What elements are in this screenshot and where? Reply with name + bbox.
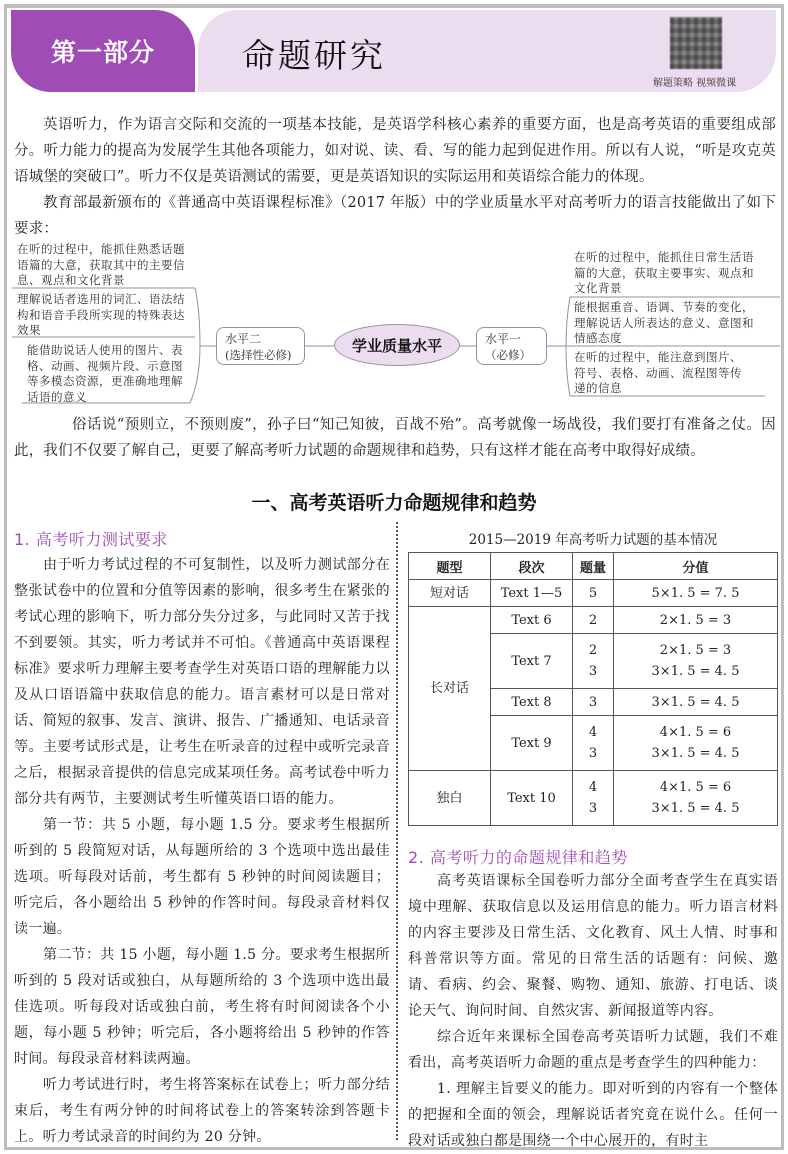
header-band [198, 10, 776, 92]
count-cell [573, 716, 614, 771]
intro-paragraph-2: 教育部最新颁布的《普通高中英语课程标准》（2017 年版）中的学业质量水平对高考听力的语言技能做出了如下要求： [14, 195, 776, 237]
level2-item-2: 理解说话者选用的词汇、语法结构和语音手段所实现的特殊表达效果 [17, 292, 185, 337]
score-cell [614, 634, 778, 689]
count-value: 2 [588, 643, 598, 658]
score-cell [614, 716, 778, 771]
level1-label: 水平一 [485, 332, 522, 346]
table-row [409, 607, 778, 634]
qr-caption: 解题策略 视频微课 [653, 78, 737, 89]
right-column-body [408, 868, 778, 1154]
level1-item-1: 在听的过程中，能抓住日常生活语篇的大意，获取主要事实、观点和文化背景 [574, 250, 754, 295]
header-cell: 段次 [491, 553, 573, 580]
level1-item-3: 在听的过程中，能注意到图片、符号、表格、动画、流程图等传递的信息 [574, 350, 742, 395]
right-column-heading: 2. 高考听力的命题规律和趋势 [408, 848, 628, 867]
right-paragraph: 1. 理解主旨要义的能力。即对听到的内容有一个整体的把握和全面的领会，理解说话者究竟在说什么。任何一段对话或独白都是围绕一个中心展开的，有时主 [408, 1081, 778, 1149]
part-label: 第一部分 [50, 38, 155, 67]
type-cell: 长对话 [409, 607, 491, 771]
score-value: 3×1. 5 = 4. 5 [651, 664, 740, 679]
page-title: 命题研究 [242, 36, 386, 75]
count-value: 3 [588, 801, 598, 816]
score-value: 4×1. 5 = 6 [659, 725, 732, 740]
right-paragraph: 高考英语课标全国卷听力部分全面考查学生在真实语境中理解、获取信息以及运用信息的能力。听力语言材料的内容主要涉及日常生活、文化教育、风土人情、时事和科普常识等方面。常见的日常生活的话题有：问候、邀请、看病、约会、聚餐、购物、通知、旅游、打电话、谈论天气、询问时间、自然灾害、新闻报道等内容。 [408, 873, 778, 1019]
score-value: 4×1. 5 = 6 [659, 780, 732, 795]
level2-sublabel: (选择性必修) [225, 348, 292, 362]
qr-code-icon[interactable] [670, 17, 722, 69]
level2-label: 水平二 [225, 332, 262, 346]
level2-item-1: 在听的过程中，能抓住熟悉话题语篇的大意，获取其中的主要信息、观点和文化背景 [17, 242, 185, 287]
text-cell: Text 10 [491, 771, 573, 826]
count-cell: 2 [573, 607, 614, 634]
score-cell: 3×1. 5 = 4. 5 [614, 689, 778, 716]
left-column-body [14, 552, 390, 1150]
level1-node [476, 327, 547, 365]
type-cell: 短对话 [409, 580, 491, 607]
text-cell: Text 1—5 [491, 580, 573, 607]
level2-item-3: 能借助说话人使用的图片、表格、动画、视频片段、示意图等多模态资源，更准确地理解话语的意义 [27, 343, 183, 404]
table-row [409, 580, 778, 607]
part-label-tab [11, 10, 195, 92]
text-cell: Text 8 [491, 689, 573, 716]
count-cell [573, 634, 614, 689]
center-node: 学业质量水平 [334, 324, 460, 366]
count-cell: 3 [573, 689, 614, 716]
header-cell: 分值 [614, 553, 778, 580]
proverb-paragraph: 俗话说“预则立，不预则废”，孙子曰“知己知彼，百战不殆”。高考就像一场战役，我们要打有准备之仗。因此，我们不仅要了解自己，更要了解高考听力试题的命题规律和趋势，只有这样才能在高考中取得好成绩。 [14, 417, 776, 459]
score-value: 3×1. 5 = 4. 5 [651, 746, 740, 761]
intro-paragraph-1: 英语听力，作为语言交际和交流的一项基本技能，是英语学科核心素养的重要方面，也是高考英语的重要组成部分。听力能力的提高为发展学生其他各项能力，如对说、读、看、写的能力起到促进作用。所以有人说，“听是攻克英语城堡的突破口”。听力不仅是英语测试的需要，更是英语知识的实际运用和英语综合能力的体现。 [14, 117, 776, 185]
header-cell: 题量 [573, 553, 614, 580]
count-cell [573, 771, 614, 826]
left-column-heading: 1. 高考听力测试要求 [14, 530, 168, 549]
listening-info-table [408, 552, 778, 826]
table-header-row [409, 553, 778, 580]
left-paragraph: 由于听力考试过程的不可复制性，以及听力测试部分在整张试卷中的位置和分值等因素的影响，很多考生在紧张的考试心理的影响下，听力部分失分过多，与此同时又苦于找不到要领。其实，听力考试并不可怕。《普通高中英语课程标准》要求听力理解主要考查学生对英语口语的理解能力以及从口语语篇中获取信息的能力。语言素材可以是日常对话、简短的叙事、发言、演讲、报告、广播通知、电话录音等。主要考试形式是，让考生在听录音的过程中或听完录音之后，根据录音提供的信息完成某项任务。高考试卷中听力部分共有两节，主要测试考生听懂英语口语的能力。 [14, 557, 390, 807]
score-cell [614, 771, 778, 826]
level1-sublabel: （必修） [485, 348, 531, 362]
score-value: 2×1. 5 = 3 [659, 643, 732, 658]
count-value: 4 [588, 780, 598, 795]
score-cell: 5×1. 5 = 7. 5 [614, 580, 778, 607]
level1-item-2: 能根据重音、语调、节奏的变化，理解说话人所表达的意义、意图和情感态度 [574, 300, 754, 345]
count-value: 4 [588, 725, 598, 740]
column-divider [396, 522, 398, 1140]
score-value: 3×1. 5 = 4. 5 [651, 801, 740, 816]
text-cell: Text 7 [491, 634, 573, 689]
level2-node [216, 327, 305, 365]
text-cell: Text 6 [491, 607, 573, 634]
score-cell: 2×1. 5 = 3 [614, 607, 778, 634]
text-cell: Text 9 [491, 716, 573, 771]
count-cell: 5 [573, 580, 614, 607]
right-paragraph: 综合近年来课标全国卷高考英语听力试题，我们不难看出，高考英语听力命题的重点是考查学生的四种能力： [408, 1029, 778, 1071]
type-cell: 独白 [409, 771, 491, 826]
count-value: 3 [588, 746, 598, 761]
table-row [409, 771, 778, 826]
table-caption: 2015—2019 年高考听力试题的基本情况 [468, 532, 718, 548]
left-paragraph: 第一节：共 5 小题，每小题 1.5 分。要求考生根据所听到的 5 段简短对话，从每题所给的 3 个选项中选出最佳选项。听每段对话前，考生都有 5 秒钟的时间阅读题目；听完后，各小题给出 5 秒钟的作答时间。每段录音材料仅读一遍。 [14, 817, 390, 937]
section-title: 一、高考英语听力命题规律和趋势 [251, 492, 537, 514]
count-value: 3 [588, 664, 598, 679]
left-paragraph: 第二节：共 15 小题，每小题 1.5 分。要求考生根据所听到的 5 段对话或独白，从每题所给的 3 个选项中选出最佳选项。听每段对话或独白前，考生将有时间阅读各个小题，每小题 5 秒钟；听完后，各小题将给出 5 秒钟的作答时间。每段录音材料读两遍。 [14, 947, 390, 1067]
header-cell: 题型 [409, 553, 491, 580]
left-paragraph: 听力考试进行时，考生将答案标在试卷上；听力部分结束后，考生有两分钟的时间将试卷上的答案转涂到答题卡上。听力考试录音的时间约为 20 分钟。 [14, 1077, 390, 1145]
